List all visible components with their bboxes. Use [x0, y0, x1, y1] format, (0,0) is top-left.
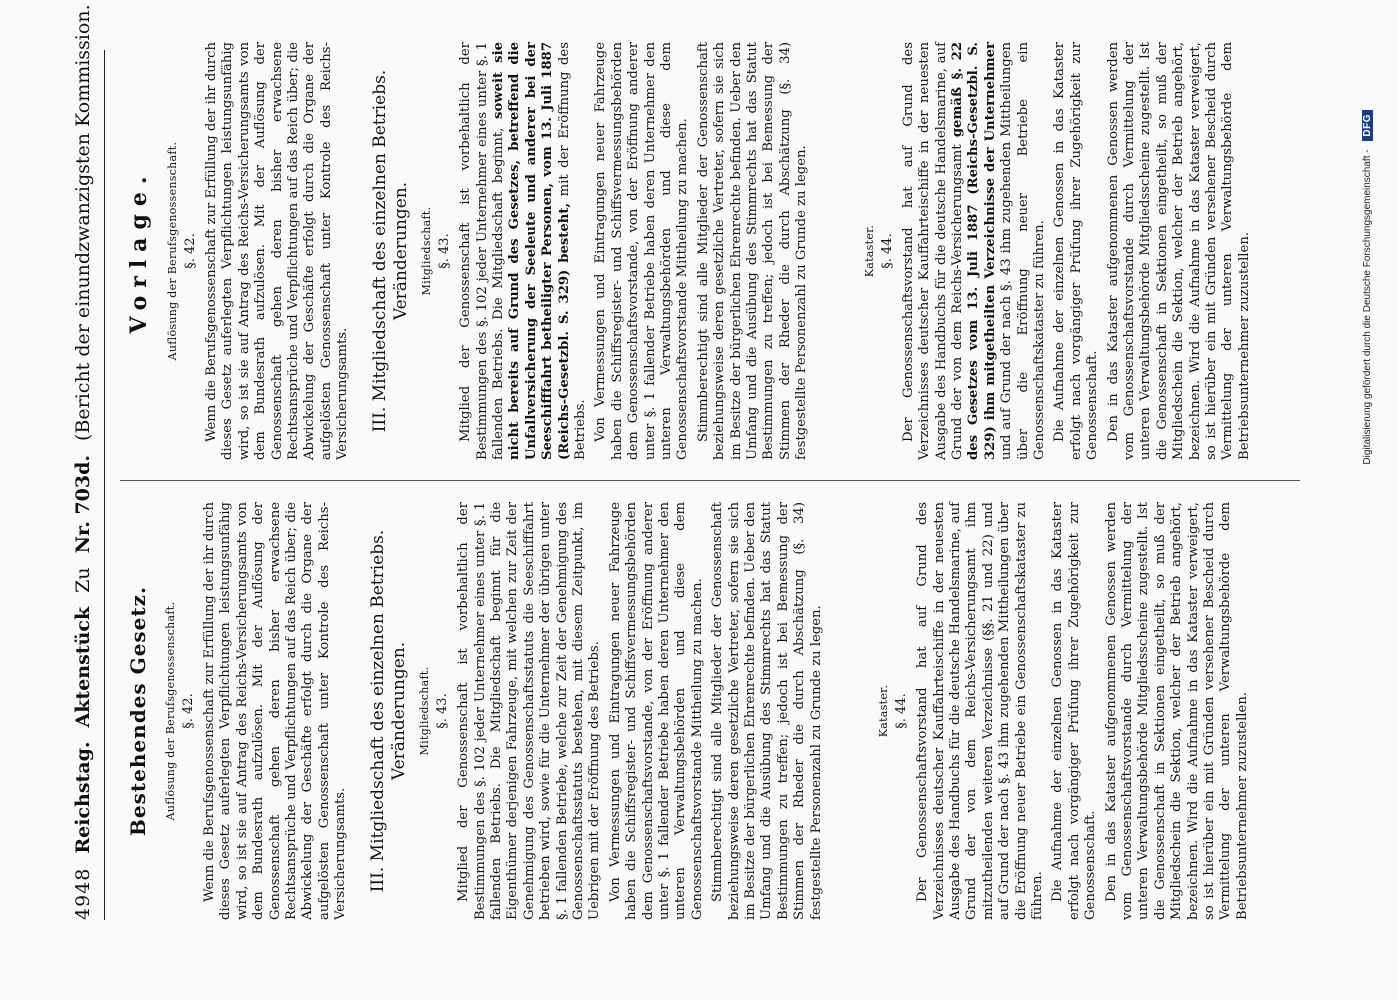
paragraph-text: Von Vermessungen und Eintragungen neuer Fahrzeuge haben die Schiffsregister- und Schiffsvermessungsbehörden dem Genossenschaftsvorstande, von der Eröffnung anderer unter §. 1 fallender Betriebe haben deren Unternehmer den unteren Verwaltungsbehörden und diese dem Genossenschaftsvorstande Mittheilung zu machen. — [607, 502, 705, 920]
header-zu: Zu — [72, 567, 94, 593]
paragraph-number: §. 44. — [879, 233, 895, 269]
column-heading: Vorlage. — [126, 168, 152, 334]
paragraph-number: §. 43. — [435, 693, 451, 729]
page-header — [72, 4, 102, 920]
digitization-note — [1362, 110, 1380, 910]
header-reichstag: Reichstag. — [72, 741, 94, 854]
subheading: Kataster. — [877, 684, 891, 738]
header-nr: Nr. 703d. — [72, 454, 94, 554]
amendment-bold-text: gemäß §. 22 des Gesetzes vom 13. Juli 1887 (Reichs-Gesetzbl. S. 329) ihm mitgetheilten Verzeichnisse der Unternehmer — [949, 41, 998, 460]
amendment-bold-text: soweit sie nicht bereits auf Grund des Gesetzes, betreffend die Unfallversicherung der Seeleute und anderer bei der Seeschifffahrt betheiligter Personen, vom 13. Juli 1887 (Reichs-Gesetzbl. S. 329) besteht, — [490, 42, 572, 460]
paragraph-text: Der Genossenschaftsvorstand hat auf Grund des Verzeichnisses deutscher Kauffahrteischiffe in der neuesten Ausgabe des Handbuchs für die deutsche Handelsmarine, auf Grund der von dem Reichs-Versicherungsamt ihm mitzutheilenden weiteren Verzeichnisse (§§. 21 und 22) und auf Grund der nach §. 43 ihm zugehenden Mittheilungen über die Eröffnung neuer Betriebe ein Genossenschaftskataster zu führen. — [915, 502, 1045, 920]
paragraph-text: Von Vermessungen und Eintragungen neuer Fahrzeuge haben die Schiffsregister- und Schiffsvermessungsbehörden dem Genossenschaftsvorstande, von der Eröffnung anderer unter §. 1 fallender Betriebe haben deren Unternehmer den unteren Verwaltungsbehörden und diese dem Genossenschaftsvorstande Mittheilung zu machen. — [593, 42, 691, 460]
paragraph-text: Die Aufnahme der einzelnen Genossen in das Kataster erfolgt nach vorgängiger Prüfung ihrer Zugehörigkeit zur Genossenschaft. — [1052, 42, 1101, 460]
subheading: Kataster. — [862, 224, 876, 278]
paragraph-text: Stimmberechtigt sind alle Mitglieder der Genossenschaft beziehungsweise deren gesetzliche Vertreter, sofern sie sich im Besitze der bürgerlichen Ehrenrechte befinden. Ueber den Umfang und die Ausübung des Stimmrechts hat das Statut Bestimmungen zu treffen; jedoch ist bei Bemessung der Stimmen der Rheder die durch Abschätzung (§. 34) festgestellte Personenzahl zu Grunde zu legen. — [710, 502, 824, 920]
column-heading: Bestehendes Gesetz. — [126, 586, 150, 836]
text-run: Der Genossenschaftsvorstand hat auf Grund des Verzeichnisses deutscher Kauffahrteischiffe in der neuesten Ausgabe des Handbuchs für die deutsche Handelsmarine, auf Grund der von dem Reichs-Versicherungsamt — [900, 42, 965, 460]
column-vorlage — [120, 42, 1257, 460]
paragraph-number: §. 42. — [181, 693, 196, 729]
header-bericht: (Bericht der einundzwanzigsten Kommission. — [72, 4, 94, 441]
paragraph-text — [458, 42, 589, 460]
column-divider — [120, 480, 1300, 481]
paragraph-text: Wenn die Berufsgenossenschaft zur Erfüllung der ihr durch dieses Gesetz auferlegten Verpflichtungen leistungsunfähig wird, so ist sie auf Antrag des Reichs-Versicherungsamts von dem Bundesrath aufzulösen. Mit der Auflösung der Genossenschaft gehen deren bisher erwachsene Rechtsansprüche und Verpflichtungen auf das Reich über; die Abwickelung der Geschäfte erfolgt durch die Organe der aufgelösten Genossenschaft unter Kontrole des Reichs-Versicherungsamts. — [202, 502, 349, 920]
header-aktenstueck: Aktenstück — [72, 606, 94, 728]
digitization-text: Digitalisierung gefördert durch die Deutsche Forschungsgemeinschaft - — [1362, 149, 1373, 465]
subheading: Mitgliedschaft. — [420, 206, 434, 296]
section-title: III. Mitgliedschaft des einzelnen Betriebs. Veränderungen. — [367, 529, 409, 893]
paragraph-text: Stimmberechtigt sind alle Mitglieder der Genossenschaft beziehungsweise deren gesetzliche Vertreter, sofern sie sich im Besitze der bürgerlichen Ehrenrechte befinden. Ueber den Umfang und die Ausübung des Stimmrechts hat das Statut Bestimmungen zu treffen; jedoch ist bei Bemessung der Stimmen der Rheder die durch Abschätzung (§. 34) festgestellte Personenzahl zu Grunde zu legen. — [695, 42, 810, 460]
paragraph-text: Wenn die Berufsgenossenschaft zur Erfüllung der ihr durch dieses Gesetz auferlegten Verpflichtungen leistungsunfähig wird, so ist sie auf Antrag des Reichs-Versicherungsamts von dem Bundesrath aufzulösen. Mit der Auflösung der Genossenschaft gehen deren bisher erwachsene Rechtsansprüche und Verpflichtungen auf das Reich über; die Abwickelung der Geschäfte erfolgt durch die Organe der aufgelösten Genossenschaft unter Kontrole des Reichs-Versicherungsamts. — [204, 42, 351, 460]
paragraph-text: Die Aufnahme der einzelnen Genossen in das Kataster erfolgt nach vorgängiger Prüfung ihrer Zugehörigkeit zur Genossenschaft. — [1050, 502, 1099, 920]
column-bestehendes-gesetz — [120, 502, 1255, 920]
paragraph-text: Den in das Kataster aufgenommenen Genossen werden vom Genossenschaftsvorstande durch Vermittelung der unteren Verwaltungsbehörde Mitgliedsscheine zugestellt. Ist die Genossenschaft in Sektionen eingetheilt, so muß der Mitgliedschein die Sektion, welcher der Betrieb angehört, bezeichnen. Wird die Aufnahme in das Kataster verweigert, so ist hierüber ein mit Gründen versehener Bescheid durch Vermittelung der unteren Verwaltungsbehörde dem Betriebsunternehmer zuzustellen. — [1103, 502, 1250, 920]
text-run: und auf Grund der nach §. 43 ihm zugehenden Mittheilungen über die Eröffnung neuer Betriebe ein Genossenschaftskataster zu führen. — [999, 42, 1047, 460]
paragraph-number: §. 42. — [183, 233, 198, 269]
subheading: Mitgliedschaft. — [418, 666, 432, 756]
paragraph-text — [901, 42, 1049, 460]
text-run: Mitglied der Genossenschaft ist vorbehaltlich der Bestimmungen des §. 102 jeder Unternehmer eines unter §. 1 fallenden Betriebs. Die Mitgliedschaft beginnt, — [458, 42, 506, 460]
paragraph-number: §. 44. — [894, 693, 910, 729]
text-run: mit der Eröffnung des Betriebs. — [556, 42, 588, 460]
subheading: Auflösung der Berufsgenossenschaft. — [166, 141, 179, 361]
paragraph-text: Den in das Kataster aufgenommenen Genossen werden vom Genossenschaftsvorstande durch Vermittelung der unteren Verwaltungsbehörde Mitgliedsscheine zugestellt. Ist die Genossenschaft in Sektionen eingetheilt, so muß der Mitgliedschein die Sektion, welcher der Betrieb angehört, bezeichnen. Wird die Aufnahme in das Kataster verweigert, so ist hierüber ein mit Gründen versehener Bescheid durch Vermittelung der unteren Verwaltungsbehörde dem Betriebsunternehmer zuzustellen. — [1105, 42, 1252, 460]
header-rule — [104, 50, 105, 920]
page-number: 4948 — [72, 867, 94, 920]
paragraph-text: Mitglied der Genossenschaft ist vorbehaltlich der Bestimmungen des §. 102 jeder Unternehmer eines unter §. 1 fallenden Betriebs. Die Mitgliedschaft beginnt für die Eigenthümer derjenigen Fahrzeuge, mit welchen zur Zeit der Genehmigung des Genossenschaftsstatuts die Seeschifffahrt betrieben wird, sowie für die Unternehmer der übrigen unter §. 1 fallenden Betriebe, welche zur Zeit der Genehmigung des Genossenschaftsstatuts bestehen, mit diesem Zeitpunkt, im Uebrigen mit der Eröffnung des Betriebs. — [456, 502, 603, 920]
dfg-logo: DFG — [1362, 110, 1373, 141]
paragraph-number: §. 43. — [437, 233, 453, 269]
subheading: Auflösung der Berufsgenossenschaft. — [164, 601, 177, 821]
section-title: III. Mitgliedschaft des einzelnen Betriebs. Veränderungen. — [369, 69, 411, 433]
